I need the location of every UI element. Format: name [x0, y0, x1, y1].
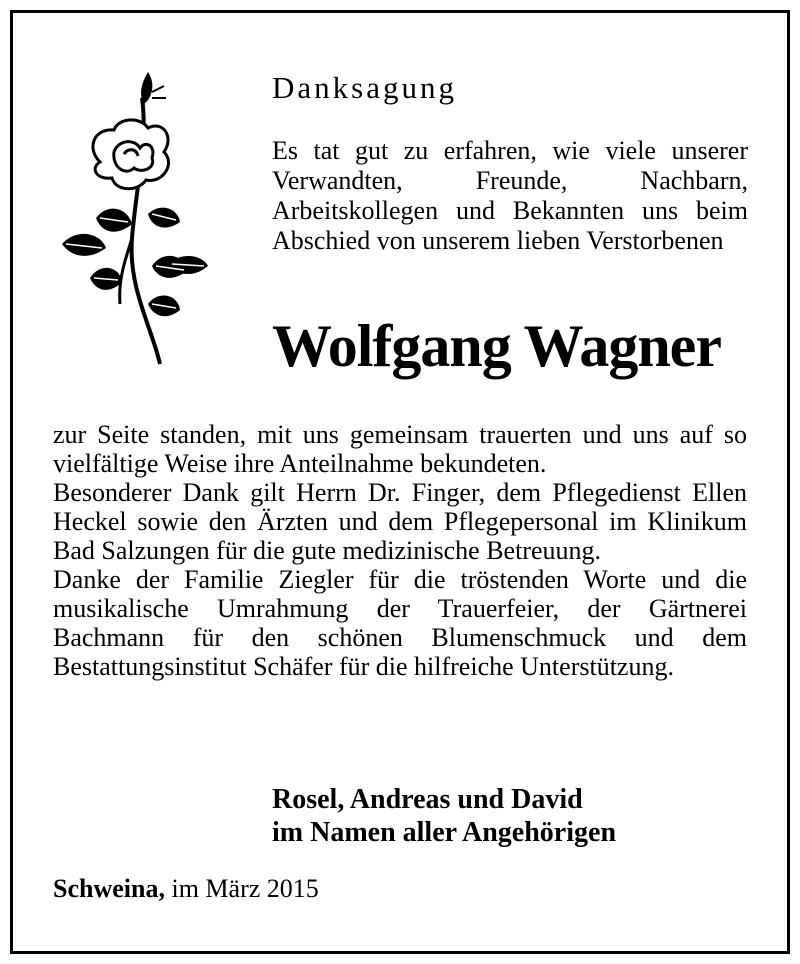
rose-icon: [56, 68, 216, 368]
signature-names: Rosel, Andreas und David: [272, 784, 583, 815]
place-date: [53, 874, 319, 904]
place-name: Schweina,: [53, 874, 165, 903]
thanks-body: [53, 420, 747, 681]
deceased-name: Wolfgang Wagner: [272, 313, 721, 379]
signature: [272, 783, 616, 849]
paragraph: Besonderer Dank gilt Herrn Dr. Finger, dem Pflegedienst Ellen Heckel sowie den Ärzten und dem Pflegepersonal im Klinikum Bad Salzungen für die gute medizinische Betreuung.: [53, 478, 747, 565]
intro-text: Es tat gut zu erfahren, wie viele unserer Verwandten, Freunde, Nachbarn, Arbeitskollegen und Bekannten uns beim Abschied von unserem lieben Verstorbenen: [272, 136, 748, 255]
paragraph: Danke der Familie Ziegler für die tröstenden Worte und die musikalische Umrahmung der Trauerfeier, der Gärtnerei Bachmann für den schönen Blumenschmuck und dem Bestattungsinstitut Schäfer für die hilfreiche Unterstützung.: [53, 565, 747, 681]
paragraph: zur Seite standen, mit uns gemeinsam trauerten und uns auf so vielfältige Weise ihre Anteilnahme bekundeten.: [53, 420, 747, 478]
page-title: Danksagung: [272, 70, 457, 105]
signature-relatives: im Namen aller Angehörigen: [272, 817, 617, 848]
date: im März 2015: [171, 874, 319, 903]
